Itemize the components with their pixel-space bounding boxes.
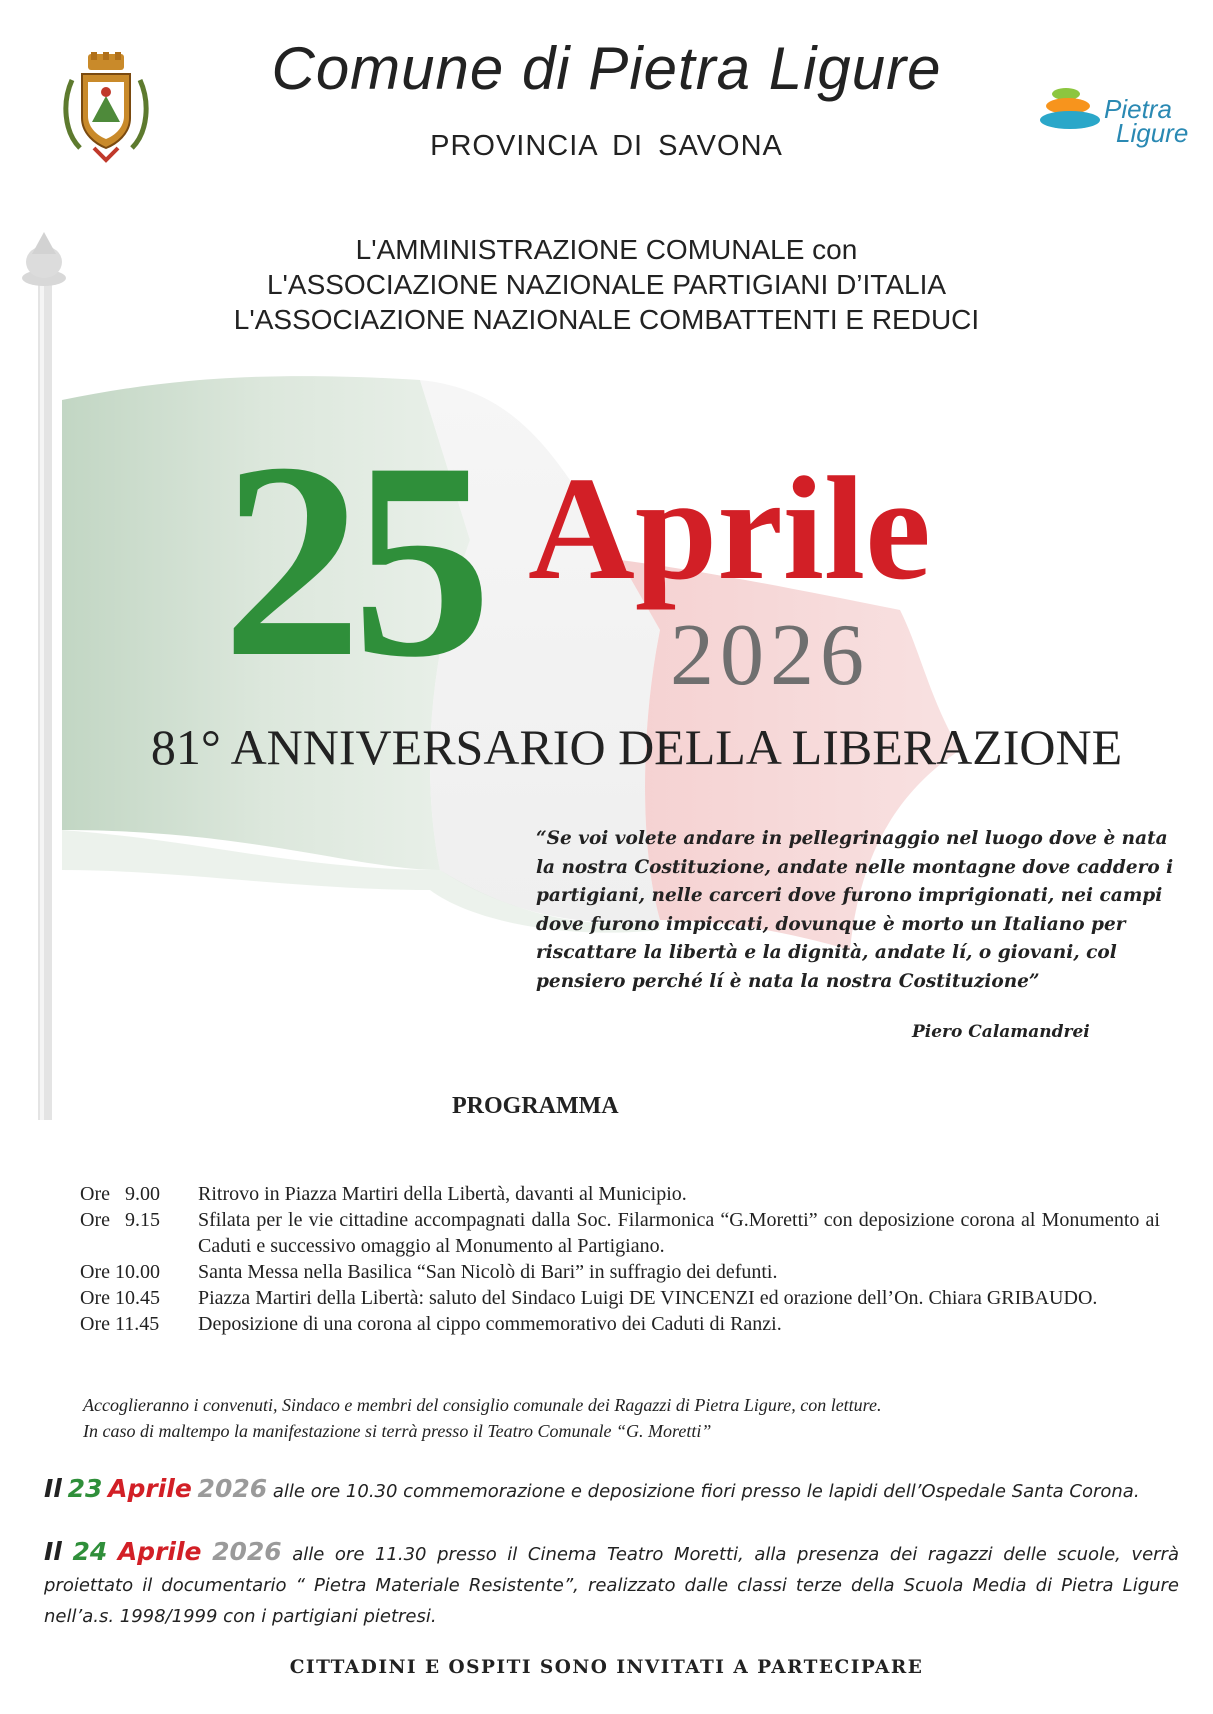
quote-author: Piero Calamandrei	[912, 1022, 1090, 1042]
event-month: Aprile	[108, 1474, 192, 1503]
event-month: Aprile	[528, 447, 931, 611]
programme-item	[80, 1181, 1160, 1207]
logo-line-1: Pietra	[1104, 94, 1172, 124]
event-prefix: Il	[44, 1474, 62, 1503]
event-text: alle ore 10.30 commemorazione e deposizione fiori presso le lapidi dell’Ospedale Santa Corona.	[272, 1481, 1140, 1502]
event-year: 2026	[670, 607, 870, 704]
event-text: alle ore 11.30 presso il Cinema Teatro Moretti, alla presenza dei ragazzi delle scuole, verrà proiettato il documentario “ Pietra Materiale Resistente”, realizzato dalle classi terze della Scuola Media di Pietra Ligure nell’a.s. 1998/1999 con i partigiani pietresi.	[44, 1544, 1179, 1627]
programme-note-2: In caso di maltempo la manifestazione si terrà presso il Teatro Comunale “G. Moretti”	[83, 1421, 712, 1441]
programme-time: Ore 9.15	[80, 1209, 160, 1231]
programme-time: Ore 9.00	[80, 1183, 160, 1205]
event-year: 2026	[197, 1474, 268, 1503]
page-title: Comune di Pietra Ligure	[271, 35, 942, 102]
event-year: 2026	[212, 1537, 282, 1566]
programme-text: Santa Messa nella Basilica “San Nicolò di Bari” in suffragio dei defunti.	[198, 1261, 778, 1283]
programme-note-1: Accoglieranno i convenuti, Sindaco e membri del consiglio comunale dei Ragazzi di Pietra Ligure, con letture.	[83, 1395, 882, 1415]
event-day: 25	[222, 404, 482, 715]
province-subtitle: PROVINCIA DI SAVONA	[430, 130, 783, 162]
event-23-april	[44, 1473, 1179, 1507]
event-day: 24	[72, 1537, 108, 1566]
event-day: 23	[67, 1474, 103, 1503]
flag-pole-icon	[22, 232, 66, 1120]
programme-time: Ore 11.45	[80, 1313, 160, 1335]
organizer-line-1: L'AMMINISTRAZIONE COMUNALE con	[355, 234, 858, 265]
event-prefix: Il	[44, 1537, 62, 1566]
programme-text: Ritrovo in Piazza Martiri della Libertà, davanti al Municipio.	[198, 1183, 687, 1205]
organizer-line-2: L'ASSOCIAZIONE NAZIONALE PARTIGIANI D’ITALIA	[266, 269, 947, 300]
programme-text: Piazza Martiri della Libertà: saluto del Sindaco Luigi DE VINCENZI ed orazione dell’On. Chiara GRIBAUDO.	[198, 1287, 1098, 1309]
anniversary-title: 81° ANNIVERSARIO DELLA LIBERAZIONE	[150, 719, 1123, 775]
event-month: Aprile	[117, 1537, 202, 1566]
invitation-footer: CITTADINI E OSPITI SONO INVITATI A PARTECIPARE	[289, 1657, 924, 1678]
programme-text: Deposizione di una corona al cippo commemorativo dei Caduti di Ranzi.	[198, 1313, 782, 1335]
programme-title: PROGRAMMA	[452, 1093, 619, 1119]
programme-item	[80, 1207, 1160, 1259]
programme-list	[80, 1181, 1160, 1337]
logo-line-2: Ligure	[1116, 118, 1189, 148]
quote-text: “Se voi volete andare in pellegrinaggio nel luogo dove è nata la nostra Costituzione, andate nelle montagne dove caddero i partigiani, nelle carceri dove furono imprigionati, nei campi dove furono impiccati, dovunque è morto un Italiano per riscattare la libertà e la dignità, andate lí, o giovani, col pensiero perché lí è nata la nostra Costituzione”	[536, 828, 1174, 992]
organizer-line-3: L'ASSOCIAZIONE NAZIONALE COMBATTENTI E REDUCI	[233, 304, 980, 335]
programme-item	[80, 1285, 1160, 1311]
programme-item	[80, 1311, 1160, 1337]
event-24-april	[44, 1536, 1179, 1632]
programme-time: Ore 10.00	[80, 1261, 160, 1283]
programme-item	[80, 1259, 1160, 1285]
programme-time: Ore 10.45	[80, 1287, 160, 1309]
programme-text: Sfilata per le vie cittadine accompagnati dalla Soc. Filarmonica “G.Moretti” con deposizione corona al Monumento ai Caduti e successivo omaggio al Monumento al Partigiano.	[198, 1209, 1160, 1257]
